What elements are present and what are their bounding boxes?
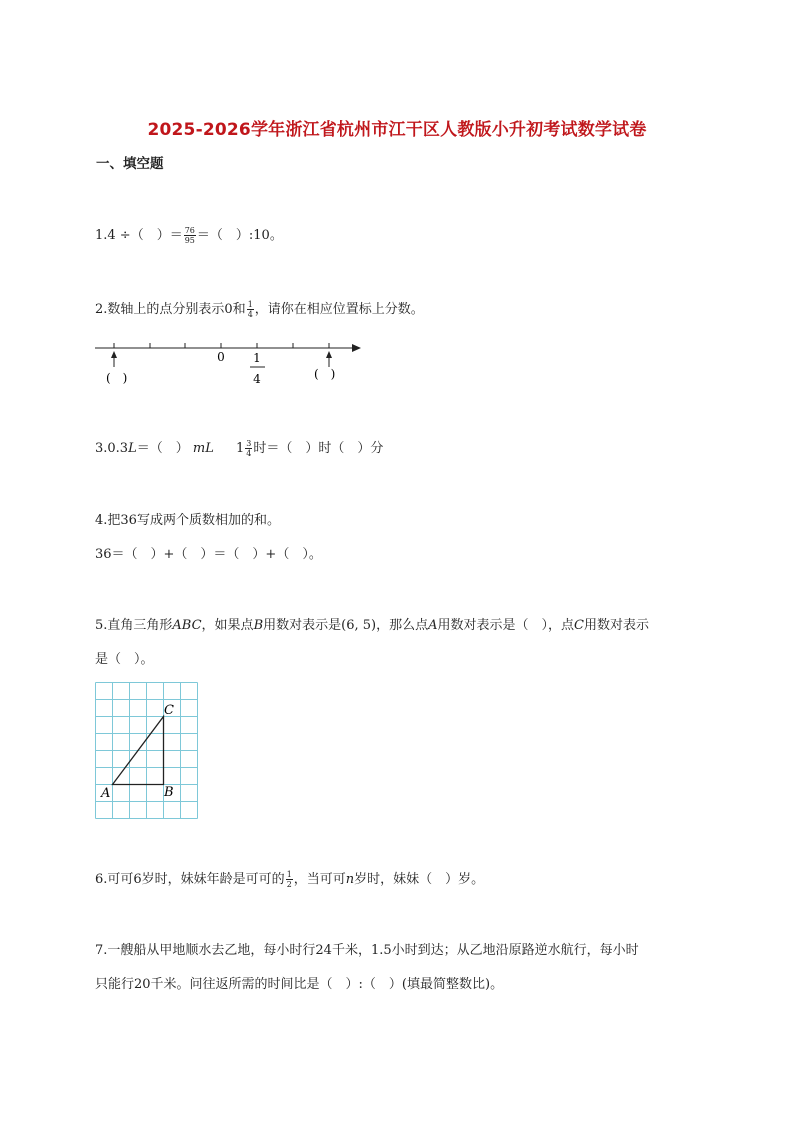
- q6-part1: 6.可可6岁时，妹妹年龄是可可的: [95, 872, 285, 887]
- question-2: [95, 300, 424, 320]
- q5-text-d: 用数对表示是（ ），点: [437, 618, 574, 633]
- q1-prefix: 1.4 ÷（ ）＝: [95, 228, 183, 243]
- q3-part2: ＝（ ）: [136, 441, 189, 456]
- quarter-label-den: 4: [253, 372, 261, 386]
- question-3: [95, 439, 383, 459]
- q1-frac-den: 95: [184, 236, 195, 245]
- label-a: A: [101, 786, 111, 801]
- left-answer-blank: ( ): [106, 371, 128, 385]
- q6-part2: ，当可可: [293, 872, 346, 887]
- q5-text-b: ，如果点: [201, 618, 254, 633]
- left-up-arrow: [111, 351, 117, 367]
- q1-fraction: [184, 226, 196, 245]
- zero-label: 0: [217, 350, 225, 364]
- quarter-label-num: 1: [253, 351, 261, 365]
- question-7-line2: 只能行20千米。问往返所需的时间比是（ ）:（ ）(填最简整数比)。: [95, 977, 504, 992]
- q6-n: n: [345, 872, 355, 887]
- q5-abc: ABC: [172, 618, 202, 633]
- q5-b: B: [253, 618, 264, 633]
- q3-part1: 3.0.3: [95, 441, 129, 456]
- question-7-line1: 7.一艘船从甲地顺水去乙地，每小时行24千米，1.5小时到达；从乙地沿原路逆水航行，每小时: [95, 943, 639, 958]
- grid-lines: [96, 683, 198, 819]
- q3-unit-l: L: [128, 441, 137, 456]
- page-title: 2025-2026学年浙江省杭州市江干区人教版小升初考试数学试卷: [147, 120, 647, 140]
- q2-frac-den: 4: [247, 310, 253, 319]
- q2-prefix: 2.数轴上的点分别表示0和: [95, 302, 246, 317]
- right-up-arrow: [326, 351, 332, 367]
- q5-text-c: 用数对表示是(6, 5)，那么点: [263, 618, 429, 633]
- q1-frac-num: 76: [184, 226, 195, 235]
- q2-fraction: [247, 300, 254, 319]
- label-c: C: [164, 703, 174, 718]
- q6-frac-den: 2: [286, 880, 292, 889]
- q5-text-e: 用数对表示: [583, 618, 649, 633]
- question-5-line1: [95, 616, 649, 636]
- q3-fraction: [245, 439, 252, 458]
- q6-frac-num: 1: [286, 870, 292, 879]
- question-5-line2: 是（ ）。: [95, 652, 154, 667]
- q6-part3: 岁时，妹妹（ ）岁。: [354, 872, 485, 887]
- question-6: [95, 870, 484, 890]
- q5-text-a: 5.直角三角形: [95, 618, 173, 633]
- q3-whole: 1: [235, 441, 245, 456]
- q6-fraction: [286, 870, 293, 889]
- q5-a: A: [428, 618, 438, 633]
- question-1: [95, 226, 283, 246]
- question-4-line2: 36＝（ ）+（ ）＝（ ）+（ ）。: [95, 547, 322, 562]
- q3-part3: 时＝（ ）时（ ）分: [253, 441, 384, 456]
- q2-suffix: ，请你在相应位置标上分数。: [254, 302, 424, 317]
- q5-c: C: [573, 618, 584, 633]
- label-b: B: [164, 785, 174, 800]
- triangle-grid-figure: [94, 682, 200, 820]
- number-line-arrowhead: [352, 344, 361, 352]
- q3-frac-num: 3: [246, 439, 252, 448]
- number-line-figure: [90, 334, 380, 394]
- q2-frac-num: 1: [247, 300, 253, 309]
- q3-frac-den: 4: [246, 449, 252, 458]
- number-line-ticks: [114, 343, 329, 348]
- section-heading: 一、填空题: [96, 156, 164, 172]
- question-4-line1: 4.把36写成两个质数相加的和。: [95, 513, 280, 528]
- right-answer-blank: ( ): [314, 367, 336, 381]
- q3-unit-ml: mL: [192, 441, 214, 456]
- q1-suffix: ＝（ ）:10。: [196, 228, 283, 243]
